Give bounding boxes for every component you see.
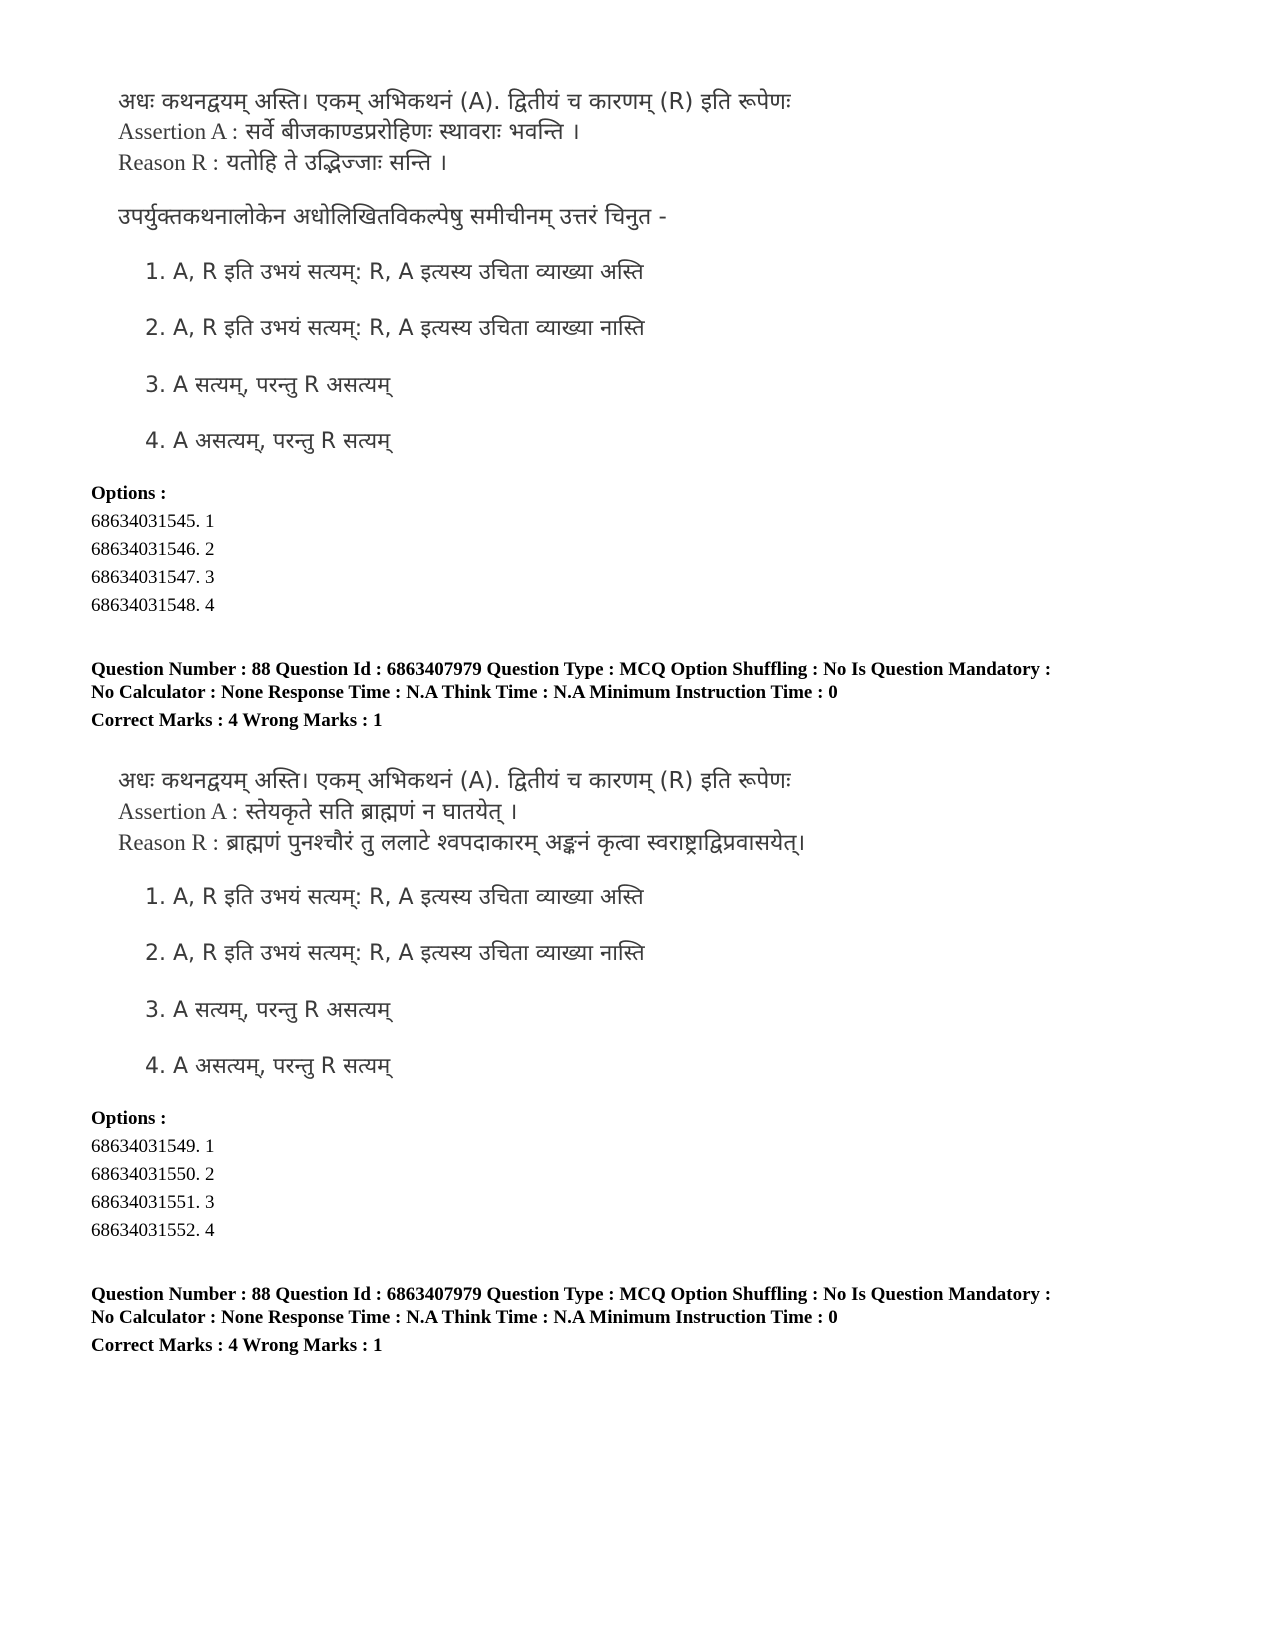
option-code: 68634031546. 2	[91, 539, 215, 560]
choice-2: 2. A, R इति उभयं सत्यम्: R, A इत्यस्य उचिता व्याख्या नास्ति	[145, 941, 645, 966]
reason-text: ब्राह्मणं पुनश्चौरं तु ललाटे श्वपदाकारम् अङ्कनं कृत्वा स्वराष्ट्राद्विप्रवासयेत्।	[226, 830, 806, 856]
meta-line-1: Question Number : 88 Question Id : 6863407979 Question Type : MCQ Option Shuffling : No Is Question Mandatory :	[91, 659, 1052, 680]
choice-4: 4. A असत्यम्, परन्तु R सत्यम्	[145, 429, 391, 454]
choice-2: 2. A, R इति उभयं सत्यम्: R, A इत्यस्य उचिता व्याख्या नास्ति	[145, 316, 645, 341]
option-code: 68634031547. 3	[91, 567, 215, 588]
choice-3: 3. A सत्यम्, परन्तु R असत्यम्	[145, 373, 391, 398]
meta-line-2: No Calculator : None Response Time : N.A Think Time : N.A Minimum Instruction Time : 0	[91, 682, 838, 703]
option-code: 68634031551. 3	[91, 1192, 215, 1213]
marks-line: Correct Marks : 4 Wrong Marks : 1	[91, 1335, 383, 1356]
reason-line	[118, 825, 805, 857]
option-code: 68634031552. 4	[91, 1220, 215, 1241]
marks-line: Correct Marks : 4 Wrong Marks : 1	[91, 710, 383, 731]
options-title: Options :	[91, 1108, 167, 1129]
choice-3: 3. A सत्यम्, परन्तु R असत्यम्	[145, 998, 391, 1023]
assertion-text: सर्वे बीजकाण्डप्ररोहिणः स्थावराः भवन्ति ।	[245, 119, 580, 145]
choice-1: 1. A, R इति उभयं सत्यम्: R, A इत्यस्य उचिता व्याख्या अस्ति	[145, 885, 644, 910]
choice-1: 1. A, R इति उभयं सत्यम्: R, A इत्यस्य उचिता व्याख्या अस्ति	[145, 260, 644, 285]
reason-text: यतोहि ते उद्भिज्जाः सन्ति ।	[226, 150, 448, 176]
meta-line-2: No Calculator : None Response Time : N.A Think Time : N.A Minimum Instruction Time : 0	[91, 1307, 838, 1328]
choice-4: 4. A असत्यम्, परन्तु R सत्यम्	[145, 1054, 391, 1079]
meta-line-1: Question Number : 88 Question Id : 6863407979 Question Type : MCQ Option Shuffling : No Is Question Mandatory :	[91, 1284, 1052, 1305]
question-intro: अधः कथनद्वयम् अस्ति। एकम् अभिकथनं (A). द्वितीयं च कारणम् (R) इति रूपेणः	[118, 768, 791, 794]
option-code: 68634031550. 2	[91, 1164, 215, 1185]
option-code: 68634031548. 4	[91, 595, 215, 616]
assertion-label: Assertion A :	[118, 799, 239, 824]
question-intro: अधः कथनद्वयम् अस्ति। एकम् अभिकथनं (A). द्वितीयं च कारणम् (R) इति रूपेणः	[118, 89, 791, 115]
reason-line	[118, 145, 447, 177]
option-code: 68634031549. 1	[91, 1136, 215, 1157]
assertion-line	[118, 794, 518, 826]
question-instruction: उपर्युक्तकथनालोकेन अधोलिखितविकल्पेषु समीचीनम् उत्तरं चिनुत -	[118, 204, 667, 230]
assertion-label: Assertion A :	[118, 119, 239, 144]
options-title: Options :	[91, 483, 167, 504]
assertion-text: स्तेयकृते सति ब्राह्मणं न घातयेत् ।	[245, 799, 518, 825]
reason-label: Reason R :	[118, 830, 219, 855]
option-code: 68634031545. 1	[91, 511, 215, 532]
reason-label: Reason R :	[118, 150, 219, 175]
assertion-line	[118, 114, 580, 146]
